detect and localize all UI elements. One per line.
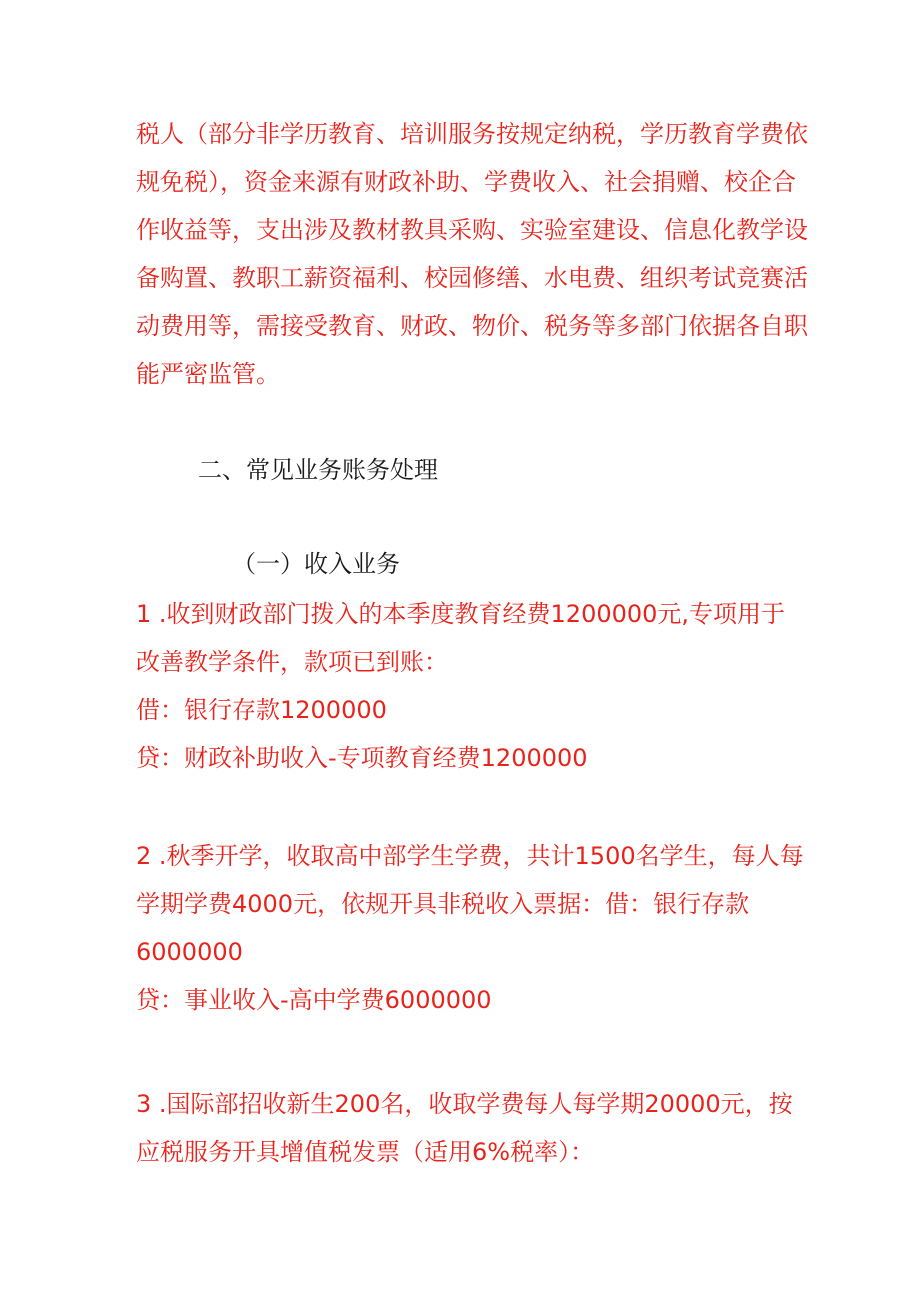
subsection-heading: （一）收入业务 bbox=[232, 550, 400, 578]
intro-line: 动费用等，需接受教育、财政、物价、税务等多部门依据各自职 bbox=[136, 312, 808, 340]
item-3-line: 应税服务开具增值税发票（适用6%税率）： bbox=[136, 1138, 595, 1166]
intro-line: 规免税），资金来源有财政补助、学费收入、社会捐赠、校企合 bbox=[136, 168, 796, 196]
item-1-debit: 借：银行存款1200000 bbox=[136, 696, 387, 724]
intro-line: 能严密监管。 bbox=[136, 360, 280, 388]
item-2-line: 6000000 bbox=[136, 938, 243, 966]
item-2-line: 2 .秋季开学，收取高中部学生学费，共计1500名学生，每人每 bbox=[136, 842, 804, 870]
item-2 bbox=[136, 832, 804, 1024]
intro-line: 税人（部分非学历教育、培训服务按规定纳税，学历教育学费依 bbox=[136, 120, 808, 148]
section-heading: 二、常见业务账务处理 bbox=[198, 456, 438, 484]
intro-paragraph bbox=[136, 110, 808, 398]
item-2-line: 学期学费4000元，依规开具非税收入票据：借：银行存款 bbox=[136, 890, 750, 918]
item-2-credit: 贷：事业收入-高中学费6000000 bbox=[136, 986, 492, 1014]
item-1-line: 改善教学条件，款项已到账： bbox=[136, 648, 448, 676]
item-1 bbox=[136, 590, 796, 782]
item-1-credit: 贷：财政补助收入-专项教育经费1200000 bbox=[136, 744, 588, 772]
intro-line: 作收益等，支出涉及教材教具采购、实验室建设、信息化教学设 bbox=[136, 216, 808, 244]
intro-line: 备购置、教职工薪资福利、校园修缮、水电费、组织考试竞赛活 bbox=[136, 264, 808, 292]
item-3-line: 3 .国际部招收新生200名，收取学费每人每学期20000元，按 bbox=[136, 1090, 793, 1118]
item-3 bbox=[136, 1080, 796, 1176]
item-1-line: 1 .收到财政部门拨入的本季度教育经费1200000元,专项用于 bbox=[136, 600, 786, 628]
